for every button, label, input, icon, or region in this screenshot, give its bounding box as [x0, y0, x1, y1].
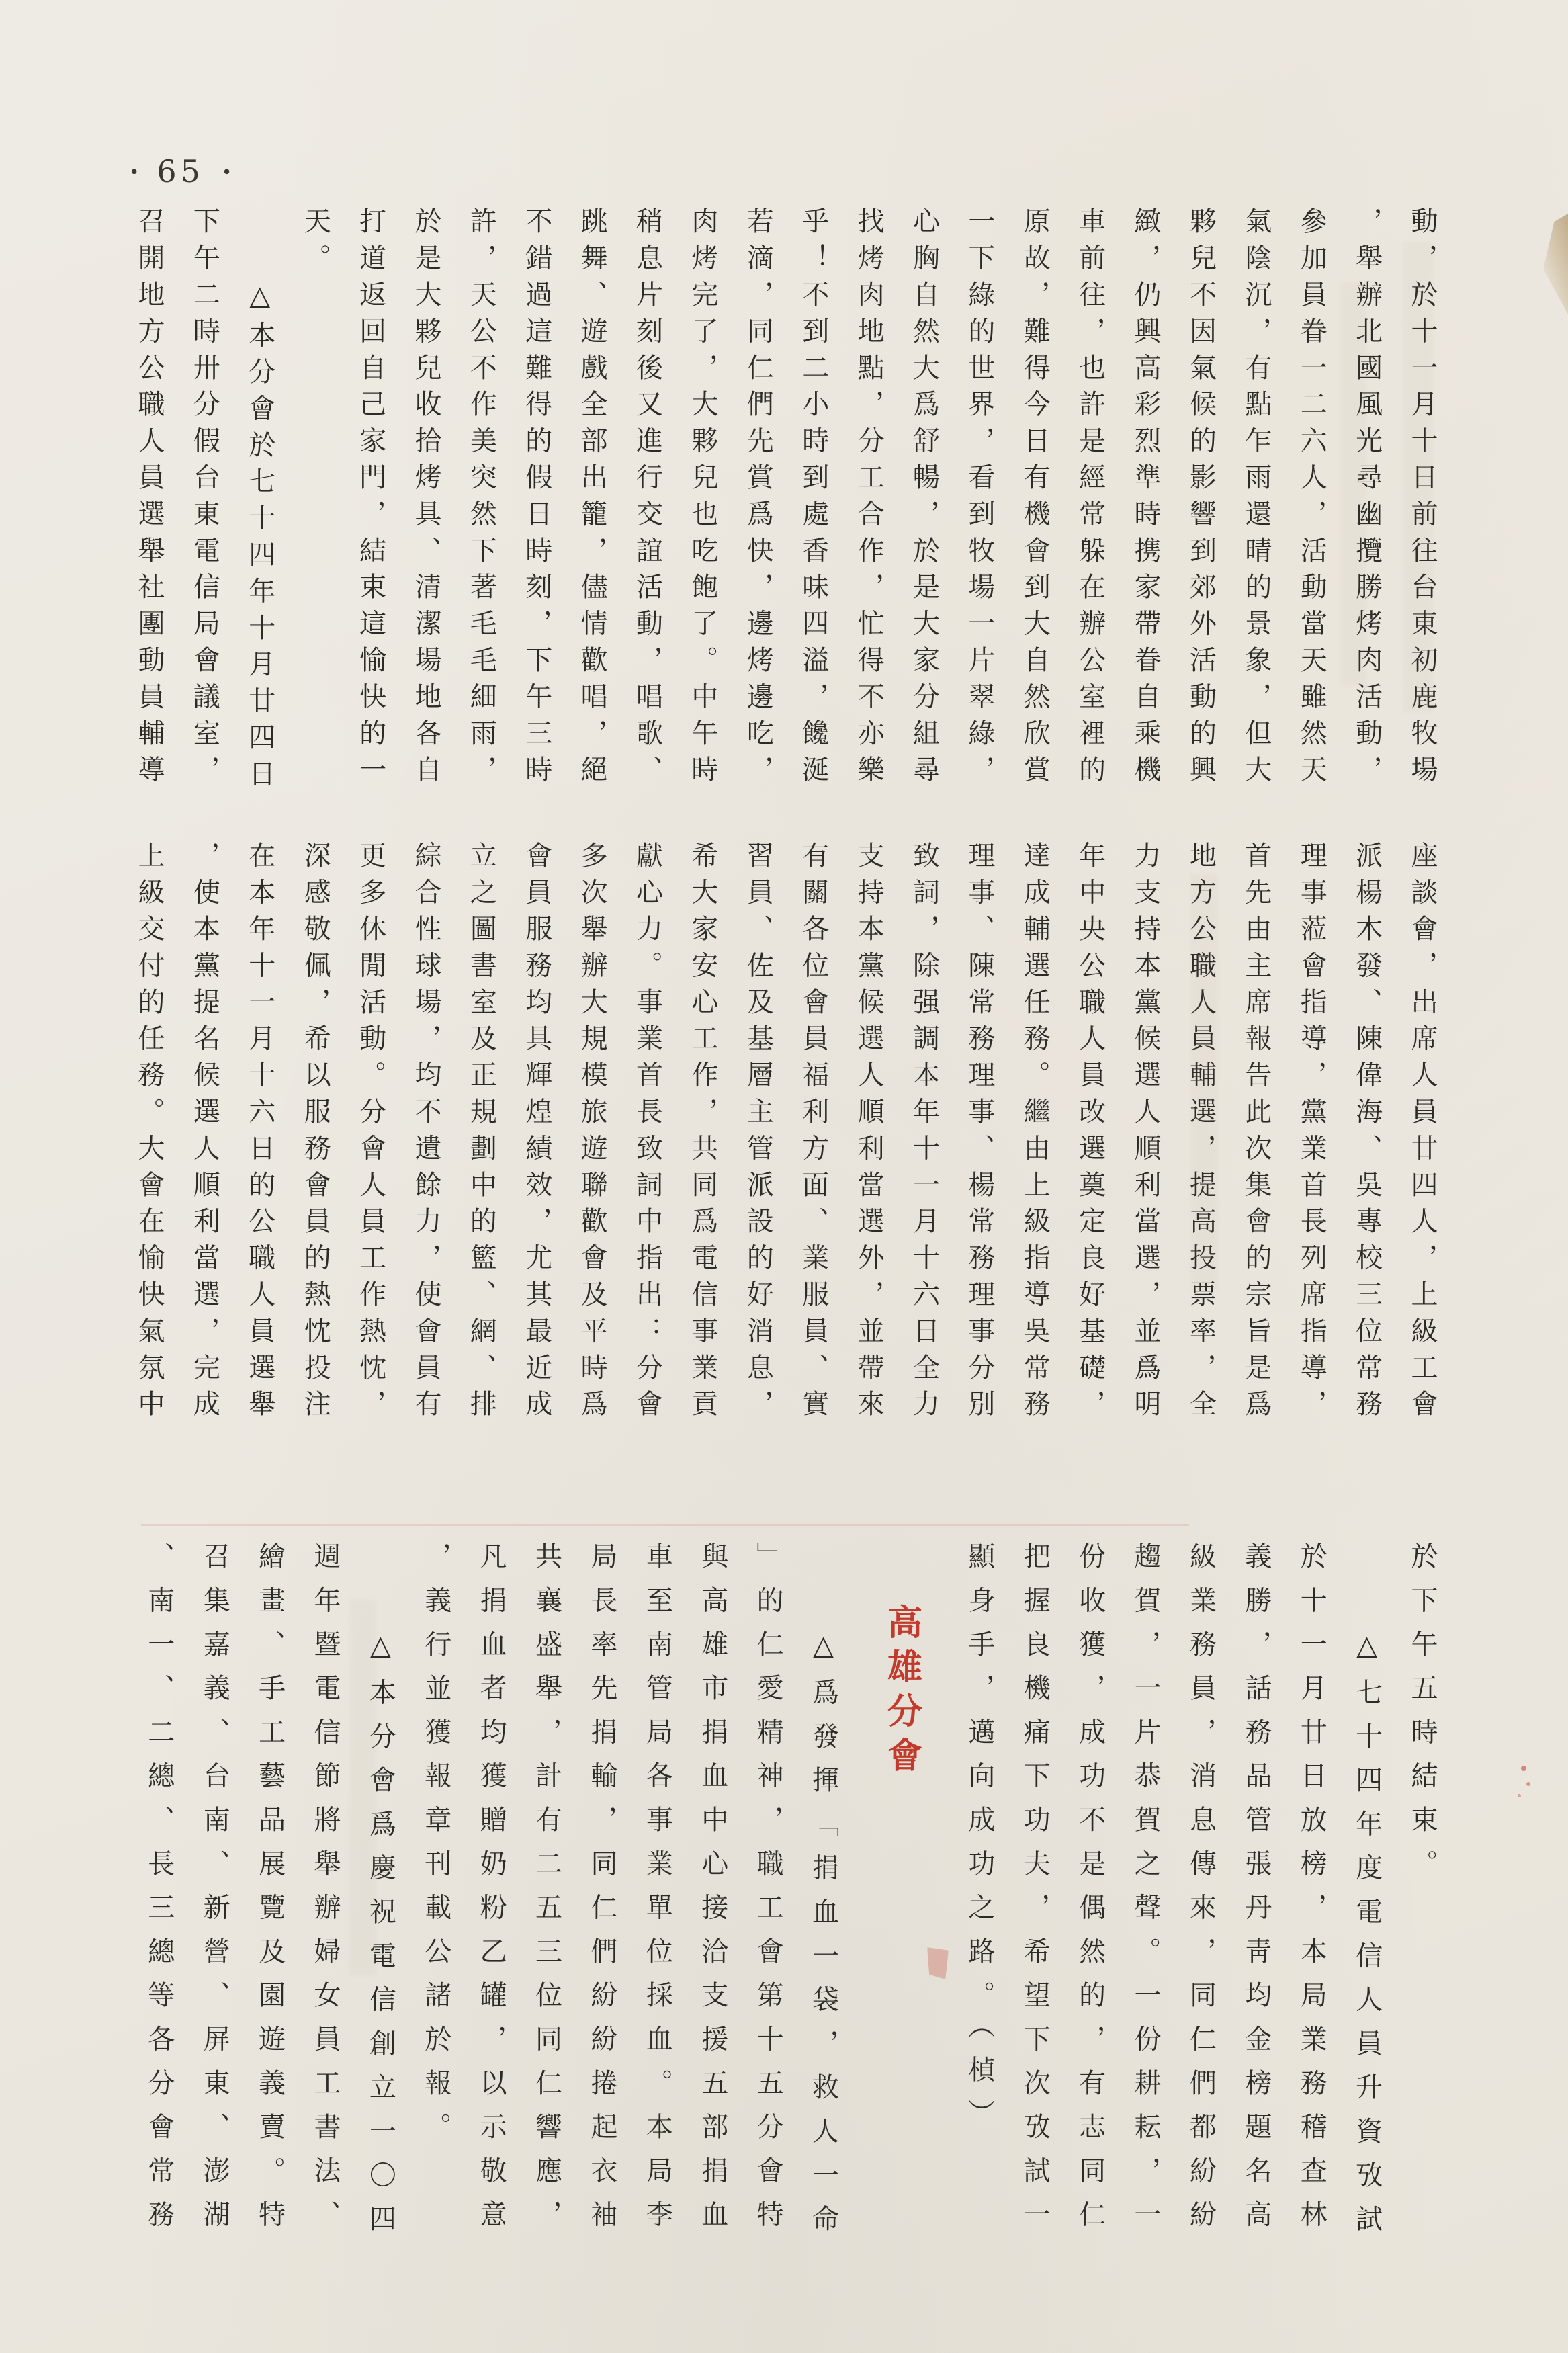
text-column: 許，天公不作美突然下著毛毛細雨，	[466, 207, 497, 792]
article-band-bottom	[131, 1542, 1450, 2248]
page-number-value: 65	[157, 153, 204, 189]
text-column: 於下午五時結束。	[1407, 1542, 1438, 1893]
text-column: 深感敬佩，希以服務會員的熱忱投注	[300, 841, 331, 1426]
text-column: 座談會，出席人員廿四人，上級工會	[1407, 841, 1438, 1426]
text-column: 有關各位會員福利方面、業服員、實	[797, 841, 829, 1426]
text-column: 顯身手，邁向成功之路。（楨）	[963, 1542, 995, 2143]
page-number-dot-left: •	[129, 163, 140, 183]
section-heading-kaohsiung: 高雄分會	[881, 1604, 922, 1781]
text-column: 習員、佐及基層主管派設的好消息，	[742, 841, 774, 1426]
text-column: 力支持本黨候選人順利當選，並爲明	[1130, 841, 1162, 1426]
text-column: 於十一月廿日放榜，本局業務稽查林	[1296, 1542, 1327, 2244]
text-column: 車前往，也許是經常躲在辦公室裡的	[1074, 207, 1106, 792]
text-column: 車至南管局各事業單位採血。本局李	[642, 1542, 673, 2244]
text-column: 週年暨電信節將舉辦婦女員工書法、	[309, 1542, 341, 2244]
article-band-top	[122, 207, 1450, 796]
bleedthrough-ghost	[1340, 282, 1366, 685]
red-ink-speck	[1526, 1782, 1530, 1786]
bleedthrough-ghost	[1403, 242, 1434, 712]
text-column: 召集嘉義、台南、新營、屏東、澎湖	[199, 1542, 230, 2244]
text-column: 、南一、二總、長三總等各分會常務	[143, 1542, 175, 2244]
text-column: 共襄盛舉，計有二五三位同仁響應，	[531, 1542, 562, 2244]
text-column: 心胸自然大爲舒暢，於是大家分組尋	[908, 207, 940, 792]
text-column: 動，於十一月十日前往台東初鹿牧場	[1407, 207, 1438, 792]
text-column: 氣陰沉，有點乍雨還晴的景象，但大	[1240, 207, 1272, 792]
text-column: 把握良機痛下功夫，希望下次攷試一	[1019, 1542, 1051, 2244]
text-column: 年中央公職人員改選奠定良好基礎，	[1074, 841, 1106, 1426]
text-column: 於是大夥兒收拾烤具、清潔場地各自	[410, 207, 441, 792]
text-column: 多次舉辦大規模旅遊聯歡會及平時爲	[576, 841, 608, 1426]
text-column: 凡捐血者均獲贈奶粉乙罐，以示敬意	[476, 1542, 507, 2244]
text-column: 立之圖書室及正規劃中的籃、網、排	[466, 841, 497, 1426]
text-column: 下午二時卅分假台東電信局會議室，	[189, 207, 220, 792]
text-column: 不錯過這難得的假日時刻，下午三時	[521, 207, 552, 792]
text-column: 夥兒不因氣候的影響到郊外活動的興	[1185, 207, 1217, 792]
text-column: 打道返回自己家門，結束這愉快的一	[355, 207, 386, 792]
bleedthrough-ghost	[349, 1599, 376, 1975]
text-column: ，義行並獲報章刊載公諸於報。	[420, 1542, 451, 2157]
text-column: 乎！不到二小時到處香味四溢，饞涎	[797, 207, 829, 792]
text-column: 緻，仍興高彩烈準時携家帶眷自乘機	[1130, 207, 1162, 792]
text-column: 參加員眷一二六人，活動當天雖然天	[1296, 207, 1327, 792]
text-column: 若滴，同仁們先賞爲快，邊烤邊吃，	[742, 207, 774, 792]
text-column: 支持本黨候選人順利當選外，並帶來	[853, 841, 885, 1426]
text-column: 更多休閒活動。分會人員工作熱忱，	[355, 841, 386, 1426]
text-column: 級業務員，消息傳來，同仁們都紛紛	[1185, 1542, 1217, 2244]
text-column: 」的仁愛精神，職工會第十五分會特	[752, 1542, 784, 2244]
text-column: 局長率先捐輸，同仁們紛紛捲起衣袖	[586, 1542, 617, 2244]
text-column: 在本年十一月十六日的公職人員選舉	[244, 841, 275, 1426]
text-column: 會員服務均具輝煌績效，尤其最近成	[521, 841, 552, 1426]
text-column: 地方公職人員輔選，提高投票率，全	[1185, 841, 1217, 1426]
text-column: 致詞，除强調本年十一月十六日全力	[908, 841, 940, 1426]
text-column: 肉烤完了，大夥兒也吃飽了。中午時	[687, 207, 718, 792]
text-column: 跳舞、遊戲全部出籠，儘情歡唱，絕	[576, 207, 608, 792]
text-column: 首先由主席報告此次集會的宗旨是爲	[1240, 841, 1272, 1426]
bleedthrough-ghost	[1190, 873, 1219, 1290]
text-column: 上級交付的任務。大會在愉快氣氛中	[134, 841, 165, 1426]
text-column: 希大家安心工作，共同爲電信事業貢	[687, 841, 718, 1426]
text-column: △本分會爲慶祝電信創立一〇四	[365, 1629, 396, 2248]
red-ink-smudge	[927, 1947, 949, 1979]
text-column: 召開地方公職人員選舉社團動員輔導	[134, 207, 165, 792]
article-band-middle	[122, 841, 1450, 1426]
text-column: △七十四年度電信人員升資攷試	[1351, 1629, 1383, 2248]
text-column: 義勝，話務品管張丹靑均金榜題名高	[1240, 1542, 1272, 2244]
text-column: 稍息片刻後又進行交誼活動，唱歌、	[631, 207, 663, 792]
text-column: △本分會於七十四年十月廿四日	[244, 280, 275, 796]
text-column: 理事、陳常務理事、楊常務理事分別	[963, 841, 995, 1426]
text-column: ，舉辦北國風光尋幽攬勝烤肉活動，	[1351, 207, 1383, 792]
text-column: 份收獲，成功不是偶然的，有志同仁	[1074, 1542, 1106, 2244]
text-column: 天。	[300, 207, 331, 280]
page-number	[129, 153, 232, 189]
text-column: ，使本黨提名候選人順利當選，完成	[189, 841, 220, 1426]
page-corner-crease-mark	[1537, 214, 1568, 314]
band-bottom-columns-right-of-heading	[951, 1542, 1450, 2248]
text-column: △爲發揮「捐血一袋，救人一命	[808, 1629, 839, 2248]
text-column: 趨賀，一片恭賀之聲。一份耕耘，一	[1130, 1542, 1162, 2244]
text-column: 理事蒞會指導，黨業首長列席指導，	[1296, 841, 1327, 1426]
text-column: 與高雄市捐血中心接洽支援五部捐血	[697, 1542, 728, 2244]
text-column: 綜合性球場，均不遺餘力，使會員有	[410, 841, 441, 1426]
text-column: 繪畫、手工藝品展覽及園遊義賣。特	[254, 1542, 286, 2244]
text-column: 派楊木發、陳偉海、吳專校三位常務	[1351, 841, 1383, 1426]
text-column: 一下綠的世界，看到牧場一片翠綠，	[963, 207, 995, 792]
faint-bleedthrough-line	[141, 1524, 1189, 1526]
text-column: 找烤肉地點，分工合作，忙得不亦樂	[853, 207, 885, 792]
text-column: 達成輔選任務。繼由上級指導吳常務	[1019, 841, 1051, 1426]
text-column: 獻心力。事業首長致詞中指出：分會	[631, 841, 663, 1426]
red-ink-speck	[1518, 1794, 1521, 1797]
page-number-dot-right: •	[221, 163, 232, 183]
text-column: 原故，難得今日有機會到大自然欣賞	[1019, 207, 1051, 792]
band-bottom-columns-left-of-heading	[131, 1542, 851, 2248]
red-ink-speck	[1521, 1766, 1526, 1771]
